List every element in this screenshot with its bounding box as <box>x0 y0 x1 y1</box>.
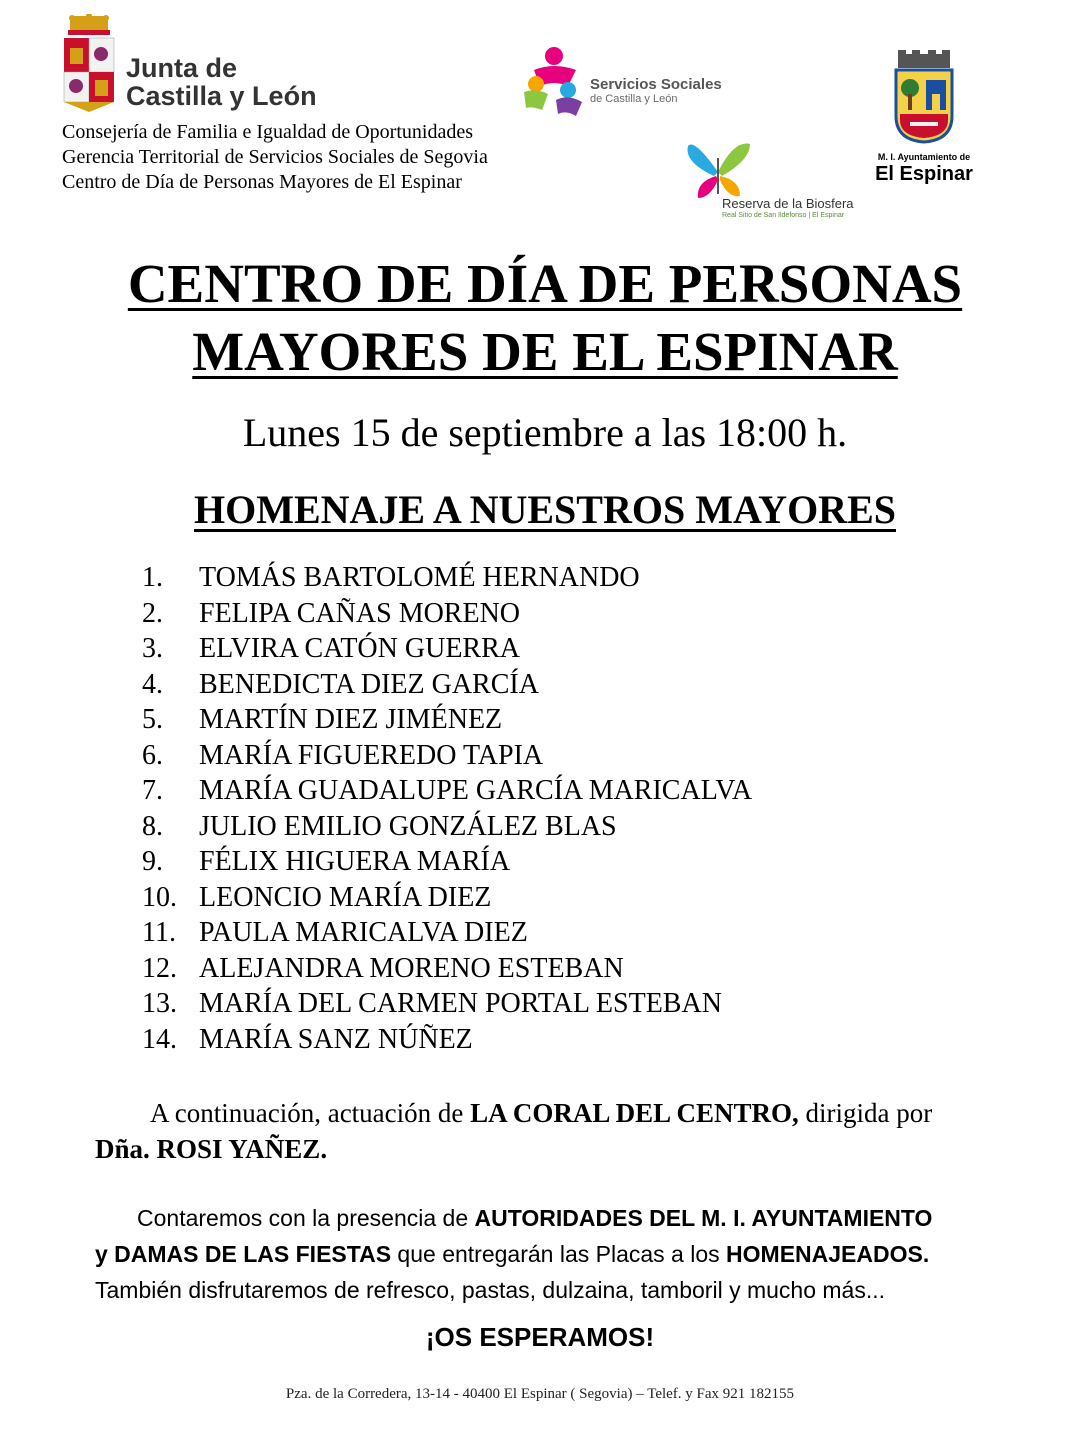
coral-director: Dña. ROSI YAÑEZ. <box>95 1134 328 1164</box>
list-item-name: BENEDICTA DIEZ GARCÍA <box>199 668 539 700</box>
authorities-bold-1: AUTORIDADES DEL M. I. AYUNTAMIENTO <box>474 1205 933 1231</box>
list-item-number: 11. <box>142 917 176 948</box>
list-item <box>142 1022 752 1058</box>
ayuntamiento-line1: M. I. Ayuntamiento de <box>877 152 971 162</box>
list-item <box>142 702 752 738</box>
authorities-text-3: También disfrutaremos de refresco, pastas, dulzaina, tamboril y mucho más... <box>95 1277 886 1303</box>
authorities-bold-3: HOMENAJEADOS. <box>726 1241 930 1267</box>
list-item-number: 3. <box>142 633 163 664</box>
junta-name-line2: Castilla y León <box>126 81 317 111</box>
list-item <box>142 951 752 987</box>
list-item-number: 2. <box>142 597 163 629</box>
list-item <box>142 880 752 916</box>
list-item-name: LEONCIO MARÍA DIEZ <box>199 881 492 913</box>
reserva-biosfera-butterfly-icon <box>684 138 754 204</box>
authorities-text-2: que entregarán las Placas a los <box>391 1241 727 1267</box>
junta-shield-icon <box>60 14 118 114</box>
list-item-name: MARÍA DEL CARMEN PORTAL ESTEBAN <box>199 988 722 1019</box>
list-item-name: MARÍA SANZ NÚÑEZ <box>199 1023 473 1055</box>
list-item-number: 6. <box>142 739 163 771</box>
ayuntamiento-line2: El Espinar <box>875 163 973 185</box>
reserva-biosfera-name: Reserva de la Biosfera <box>722 196 854 211</box>
list-item <box>142 915 752 951</box>
junta-sub-line: Centro de Día de Personas Mayores de El Espinar <box>62 171 462 193</box>
list-item-number: 4. <box>142 668 163 700</box>
page-title-line1: CENTRO DE DÍA DE PERSONAS <box>127 253 963 314</box>
footer-address: Pza. de la Corredera, 13-14 - 40400 El Espinar ( Segovia) – Telef. y Fax 921 182155 <box>285 1386 795 1402</box>
junta-name-line1: Junta de <box>126 53 238 83</box>
list-item-number: 7. <box>142 775 163 806</box>
servicios-sociales-sub: de Castilla y León <box>590 93 678 105</box>
list-item <box>142 773 752 809</box>
servicios-sociales-text <box>590 76 722 106</box>
list-item <box>142 738 752 774</box>
list-item <box>142 986 752 1022</box>
servicios-sociales-name: Servicios Sociales <box>590 76 722 93</box>
page-title <box>40 250 1050 386</box>
list-item <box>142 844 752 880</box>
list-item-name: TOMÁS BARTOLOMÉ HERNANDO <box>199 562 640 593</box>
list-item-name: MARTÍN DIEZ JIMÉNEZ <box>199 704 503 735</box>
reserva-biosfera-text <box>722 196 854 221</box>
junta-sub-line: Consejería de Familia e Igualdad de Oportunidades <box>62 121 473 143</box>
list-item-number: 10. <box>142 881 177 913</box>
list-item <box>142 809 752 845</box>
list-item-name: JULIO EMILIO GONZÁLEZ BLAS <box>199 810 617 842</box>
list-item-name: MARÍA GUADALUPE GARCÍA MARICALVA <box>199 775 753 806</box>
list-item <box>142 596 752 632</box>
list-item <box>142 560 752 596</box>
authorities-bold-2: y DAMAS DE LAS FIESTAS <box>95 1241 392 1267</box>
list-item-name: FELIPA CAÑAS MORENO <box>199 597 521 629</box>
list-item-name: MARÍA FIGUEREDO TAPIA <box>199 739 544 771</box>
ayuntamiento-text <box>866 152 982 185</box>
ayuntamiento-shield-icon <box>892 50 956 144</box>
list-item-number: 8. <box>142 810 163 842</box>
coral-name: LA CORAL DEL CENTRO, <box>470 1098 799 1128</box>
list-item-name: ALEJANDRA MORENO ESTEBAN <box>199 952 624 984</box>
list-item-name: ELVIRA CATÓN GUERRA <box>199 633 520 664</box>
reserva-biosfera-sub: Real Sitio de San Ildefonso | El Espinar <box>722 212 845 219</box>
authorities-text-1: Contaremos con la presencia de <box>137 1205 475 1231</box>
coral-text-2: dirigida por <box>798 1098 933 1128</box>
list-item <box>142 631 752 667</box>
coral-paragraph <box>95 1095 1035 1167</box>
homenaje-heading-text: HOMENAJE A NUESTROS MAYORES <box>194 487 896 532</box>
list-item-number: 1. <box>142 562 163 593</box>
list-item-number: 14. <box>142 1023 177 1055</box>
list-item-number: 12. <box>142 952 177 984</box>
page-title-line2: MAYORES DE EL ESPINAR <box>192 321 898 382</box>
closing-text: ¡OS ESPERAMOS! <box>425 1322 655 1352</box>
list-item <box>142 667 752 703</box>
list-item-number: 5. <box>142 704 163 735</box>
event-date: Lunes 15 de septiembre a las 18:00 h. <box>242 410 848 455</box>
list-item-number: 9. <box>142 846 163 877</box>
servicios-sociales-logo-icon <box>520 44 590 119</box>
junta-sub-line: Gerencia Territorial de Servicios Sociales de Segovia <box>62 146 488 168</box>
junta-sub-lines <box>62 120 488 195</box>
honorees-list <box>142 560 752 1057</box>
coral-text-1: A continuación, actuación de <box>150 1098 471 1128</box>
authorities-paragraph <box>95 1200 1045 1308</box>
list-item-number: 13. <box>142 988 177 1019</box>
list-item-name: FÉLIX HIGUERA MARÍA <box>199 846 511 877</box>
junta-name <box>126 54 317 110</box>
list-item-name: PAULA MARICALVA DIEZ <box>199 917 528 948</box>
homenaje-heading <box>40 484 1050 536</box>
